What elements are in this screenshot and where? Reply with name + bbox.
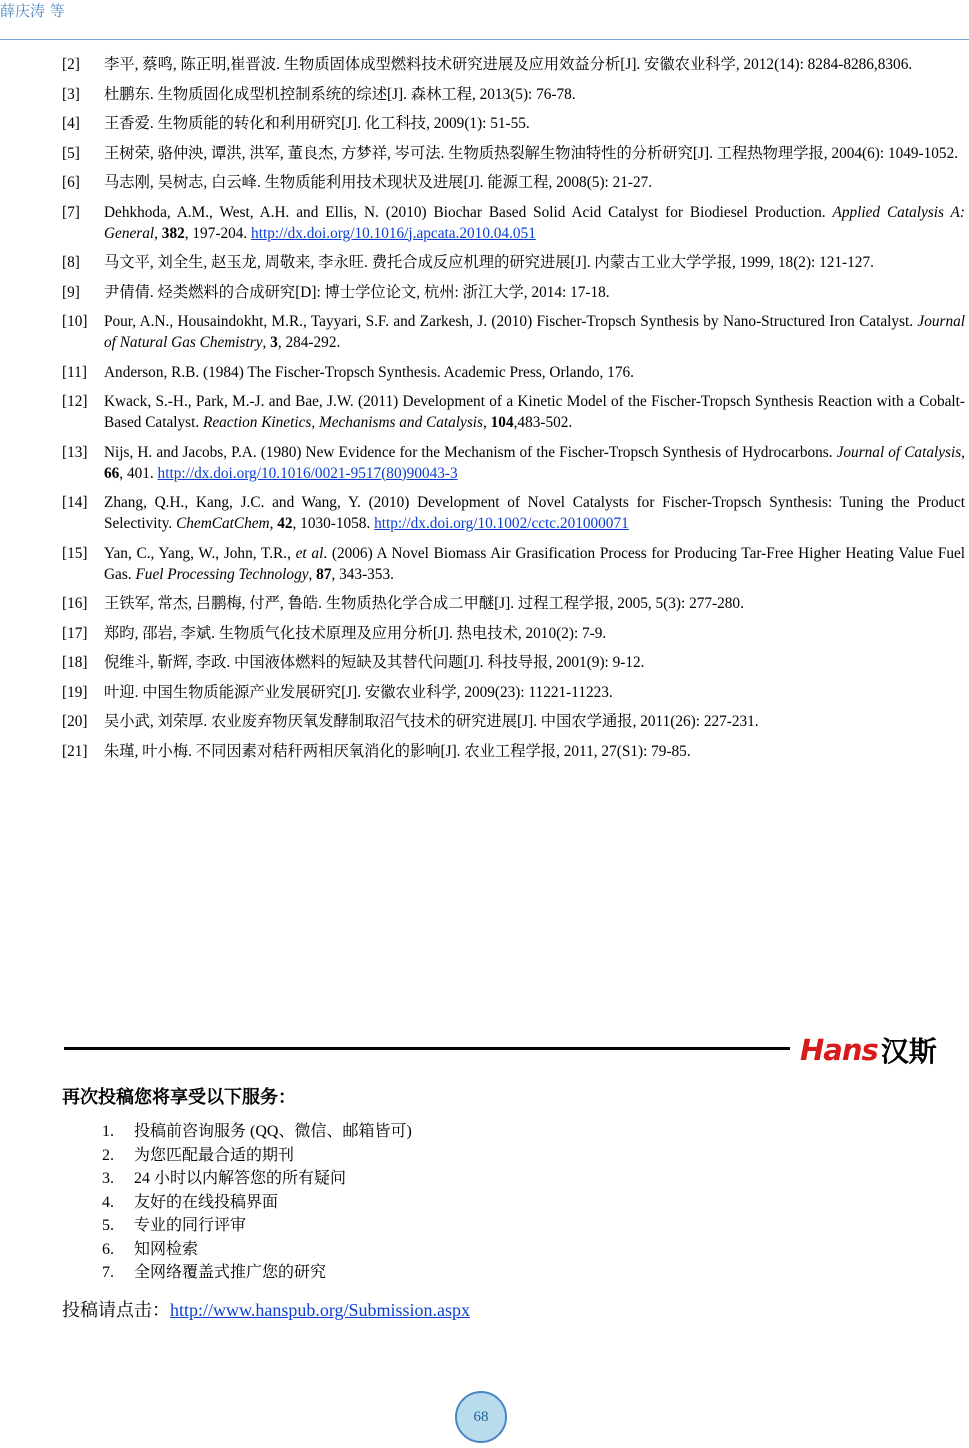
reference-item (62, 282, 965, 303)
reference-item (62, 741, 965, 762)
reference-authors-title: Nijs, H. and Jacobs, P.A. (1980) New Evidence for the Mechanism of the Fischer-Tropsch Synthesis of Hydrocarbons. (104, 443, 837, 461)
reference-text: 叶迎. 中国生物质能源产业发展研究[J]. 安徽农业科学, 2009(23): 11221-11223. (104, 683, 613, 701)
submit-label: 投稿请点击： (62, 1300, 170, 1320)
reference-number: [13] (62, 443, 88, 461)
reference-volume: 87 (316, 565, 332, 583)
reference-item (62, 202, 965, 244)
reference-text: 倪维斗, 靳辉, 李政. 中国液体燃料的短缺及其替代问题[J]. 科技导报, 2001(9): 9-12. (104, 654, 645, 671)
reference-text: Kwack, S.-H., Park, M.-J. and Bae, J.W. (2011) Development of a Kinetic Model of the Fischer-Tropsch Synthesis Reaction with a Cobalt-Based Catalyst. Reaction Kinetics, Mechanisms and Catalysis, 104,483-502. (104, 393, 965, 431)
reference-number: [20] (62, 713, 88, 730)
reference-doi-link[interactable]: http://dx.doi.org/10.1002/cctc.201000071 (374, 515, 629, 532)
reference-number: [15] (62, 544, 88, 562)
reference-item (62, 442, 965, 484)
reference-text: 杜鹏东. 生物质固化成型机控制系统的综述[J]. 森林工程, 2013(5): 76-78. (104, 85, 576, 103)
reference-journal: Reaction Kinetics, Mechanisms and Catalysis (203, 414, 483, 431)
reference-number: [4] (62, 115, 80, 132)
reference-item (62, 391, 965, 433)
header-divider (0, 39, 969, 40)
reference-doi-link[interactable]: http://dx.doi.org/10.1016/0021-9517(80)90043-3 (157, 464, 458, 482)
reference-journal: ChemCatChem (176, 515, 270, 532)
services-title: 再次投稿您将享受以下服务： (62, 1087, 296, 1107)
reference-journal: Journal of Catalysis (836, 443, 962, 461)
reference-item (62, 311, 965, 353)
service-item (102, 1214, 412, 1238)
reference-text: Nijs, H. and Jacobs, P.A. (1980) New Evidence for the Mechanism of the Fischer-Tropsch Synthesis of Hydrocarbons. Journal of Catalysis, 66, 401. http://dx.doi.org/10.1016/0021-9517(80)90043-3 (104, 443, 965, 482)
logo-cn-text: 汉斯 (880, 1035, 937, 1068)
reference-text: 马志刚, 吴树志, 白云峰. 生物质能利用技术现状及进展[J]. 能源工程, 2008(5): 21-27. (104, 174, 653, 191)
reference-pages: , 401. (119, 464, 158, 482)
service-label: 知网检索 (134, 1240, 199, 1258)
reference-volume: 66 (104, 464, 120, 482)
reference-text: Pour, A.N., Housaindokht, M.R., Tayyari, S.F. and Zarkesh, J. (2010) Fischer-Tropsch Synthesis by Nano-Structured Iron Catalyst. Journal of Natural Gas Chemistry, 3, 284-292. (104, 313, 965, 351)
reference-item (62, 172, 965, 193)
reference-item (62, 252, 965, 273)
service-number: 7. (102, 1264, 114, 1281)
reference-text: Zhang, Q.H., Kang, J.C. and Wang, Y. (2010) Development of Novel Catalysts for Fischer-Tropsch Synthesis: Tuning the Product Selectivity. ChemCatChem, 42, 1030-1058. http://dx.doi.org/10.1002/cctc.201000071 (104, 494, 965, 532)
reference-item (62, 543, 965, 585)
service-label: 24 小时以内解答您的所有疑问 (134, 1170, 347, 1187)
reference-number: [3] (62, 85, 80, 103)
reference-item (62, 623, 965, 644)
reference-number: [14] (62, 494, 88, 511)
reference-number: [21] (62, 742, 88, 760)
reference-item (62, 682, 965, 703)
reference-number: [12] (62, 393, 88, 410)
reference-pages: ,483-502. (513, 414, 573, 431)
service-number: 3. (102, 1170, 114, 1187)
reference-number: [8] (62, 254, 80, 271)
reference-pages: , 197-204. (184, 224, 252, 242)
reference-volume: 382 (161, 224, 185, 242)
reference-text: 王树荣, 骆仲泱, 谭洪, 洪军, 董良杰, 方梦祥, 岑可法. 生物质热裂解生物油特性的分析研究[J]. 工程热物理学报, 2004(6): 1049-1052. (104, 144, 959, 162)
reference-authors-title: Dehkhoda, A.M., West, A.H. and Ellis, N. (2010) Biochar Based Solid Acid Catalyst for Biodiesel Production. (104, 203, 833, 221)
reference-text: 吴小武, 刘荣厚. 农业废弃物厌氧发酵制取沼气技术的研究进展[J]. 中国农学通报, 2011(26): 227-231. (104, 713, 759, 730)
reference-journal: Journal of Natural Gas Chemistry (104, 313, 965, 351)
reference-item (62, 362, 965, 383)
submit-link[interactable]: http://www.hanspub.org/Submission.aspx (170, 1300, 471, 1320)
service-label: 友好的在线投稿界面 (134, 1193, 279, 1211)
reference-item (62, 113, 965, 134)
reference-text: Anderson, R.B. (1984) The Fischer-Tropsch Synthesis. Academic Press, Orlando, 176. (104, 363, 634, 381)
reference-text: 李平, 蔡鸣, 陈正明,崔晋波. 生物质固体成型燃料技术研究进展及应用效益分析[J]. 安徽农业科学, 2012(14): 8284-8286,8306. (104, 56, 913, 73)
running-head: 薛庆涛 等 (0, 2, 65, 20)
reference-text: 郑昀, 邵岩, 李斌. 生物质气化技术原理及应用分析[J]. 热电技术, 2010(2): 7-9. (104, 624, 607, 642)
logo-brand-text: Hans (800, 1033, 878, 1067)
service-label: 全网络覆盖式推广您的研究 (134, 1264, 327, 1281)
reference-journal: Fuel Processing Technology (135, 565, 309, 583)
reference-number: [16] (62, 595, 88, 612)
reference-et-al: et al (295, 544, 324, 562)
reference-number: [6] (62, 174, 80, 191)
service-item (102, 1144, 412, 1168)
service-item (102, 1261, 412, 1285)
reference-item (62, 54, 965, 75)
reference-item (62, 711, 965, 732)
reference-text: 尹倩倩. 烃类燃料的合成研究[D]: 博士学位论文, 杭州: 浙江大学, 2014: 17-18. (104, 283, 610, 301)
service-item (102, 1120, 412, 1144)
reference-text: 马文平, 刘全生, 赵玉龙, 周敬来, 李永旺. 费托合成反应机理的研究进展[J]. 内蒙古工业大学学报, 1999, 18(2): 121-127. (104, 254, 874, 271)
reference-number: [7] (62, 203, 80, 221)
service-number: 6. (102, 1240, 114, 1258)
reference-number: [5] (62, 144, 80, 162)
reference-pages: , 284-292. (277, 334, 341, 351)
service-label: 投稿前咨询服务 (QQ、微信、邮箱皆可) (134, 1123, 412, 1140)
reference-text: 王香爱. 生物质能的转化和利用研究[J]. 化工科技, 2009(1): 51-55. (104, 115, 530, 132)
reference-text: 朱瑾, 叶小梅. 不同因素对秸秆两相厌氧消化的影响[J]. 农业工程学报, 2011, 27(S1): 79-85. (104, 742, 691, 760)
reference-number: [2] (62, 56, 80, 73)
reference-journal: Applied Catalysis A: General (104, 203, 965, 242)
reference-text: Yan, C., Yang, W., John, T.R., et al. (2006) A Novel Biomass Air Grasification Process for Producing Tar-Free Higher Heating Value Fuel Gas. Fuel Processing Technology, 87, 343-353. (104, 544, 966, 583)
reference-item (62, 492, 965, 534)
reference-authors-title: Zhang, Q.H., Kang, J.C. and Wang, Y. (2010) Development of Novel Catalysts for Fischer-Tropsch Synthesis: Tuning the Product Selectivity. (104, 494, 965, 532)
services-list (102, 1120, 412, 1285)
reference-authors-title: Yan, C., Yang, W., John, T.R., (104, 544, 296, 562)
service-item (102, 1191, 412, 1215)
page-number-badge: 68 (455, 1391, 507, 1443)
service-number: 5. (102, 1217, 114, 1234)
reference-item (62, 143, 965, 164)
reference-volume: 3 (270, 334, 278, 351)
reference-list (62, 54, 965, 770)
reference-number: [11] (62, 363, 87, 381)
service-label: 为您匹配最合适的期刊 (134, 1146, 295, 1164)
service-number: 4. (102, 1193, 114, 1211)
reference-item (62, 652, 965, 673)
reference-authors-title: Kwack, S.-H., Park, M.-J. and Bae, J.W. (2011) Development of a Kinetic Model of the Fischer-Tropsch Synthesis Reaction with a Cobalt-Based Catalyst. (104, 393, 965, 431)
reference-item (62, 593, 965, 614)
reference-volume: 104 (490, 414, 514, 431)
footer-divider (64, 1047, 790, 1050)
reference-volume: 42 (277, 515, 293, 532)
service-number: 2. (102, 1146, 114, 1164)
reference-title: . (2006) A Novel Biomass Air Grasification Process for Producing Tar-Free Higher Heating Value Fuel Gas. (104, 544, 966, 583)
reference-number: [17] (62, 624, 88, 642)
reference-text: Dehkhoda, A.M., West, A.H. and Ellis, N. (2010) Biochar Based Solid Acid Catalyst for Biodiesel Production. Applied Catalysis A: General, 382, 197-204. http://dx.doi.org/10.1016/j.apcata.2010.04.051 (104, 203, 965, 242)
reference-number: [18] (62, 654, 88, 671)
service-item (102, 1167, 412, 1191)
reference-authors-title: Pour, A.N., Housaindokht, M.R., Tayyari, S.F. and Zarkesh, J. (2010) Fischer-Tropsch Synthesis by Nano-Structured Iron Catalyst. (104, 313, 918, 330)
submit-line (62, 1296, 470, 1322)
reference-pages: , 343-353. (331, 565, 394, 583)
reference-number: [19] (62, 683, 88, 701)
reference-pages: , 1030-1058. (292, 515, 375, 532)
service-number: 1. (102, 1123, 114, 1140)
reference-item (62, 84, 965, 105)
service-label: 专业的同行评审 (134, 1217, 247, 1234)
service-item (102, 1238, 412, 1262)
reference-number: [10] (62, 313, 88, 330)
reference-text: 王铁军, 常杰, 吕鹏梅, 付严, 鲁皓. 生物质热化学合成二甲醚[J]. 过程工程学报, 2005, 5(3): 277-280. (104, 595, 744, 612)
hans-logo (800, 1032, 937, 1068)
reference-doi-link[interactable]: http://dx.doi.org/10.1016/j.apcata.2010.04.051 (251, 224, 536, 242)
reference-number: [9] (62, 283, 80, 301)
